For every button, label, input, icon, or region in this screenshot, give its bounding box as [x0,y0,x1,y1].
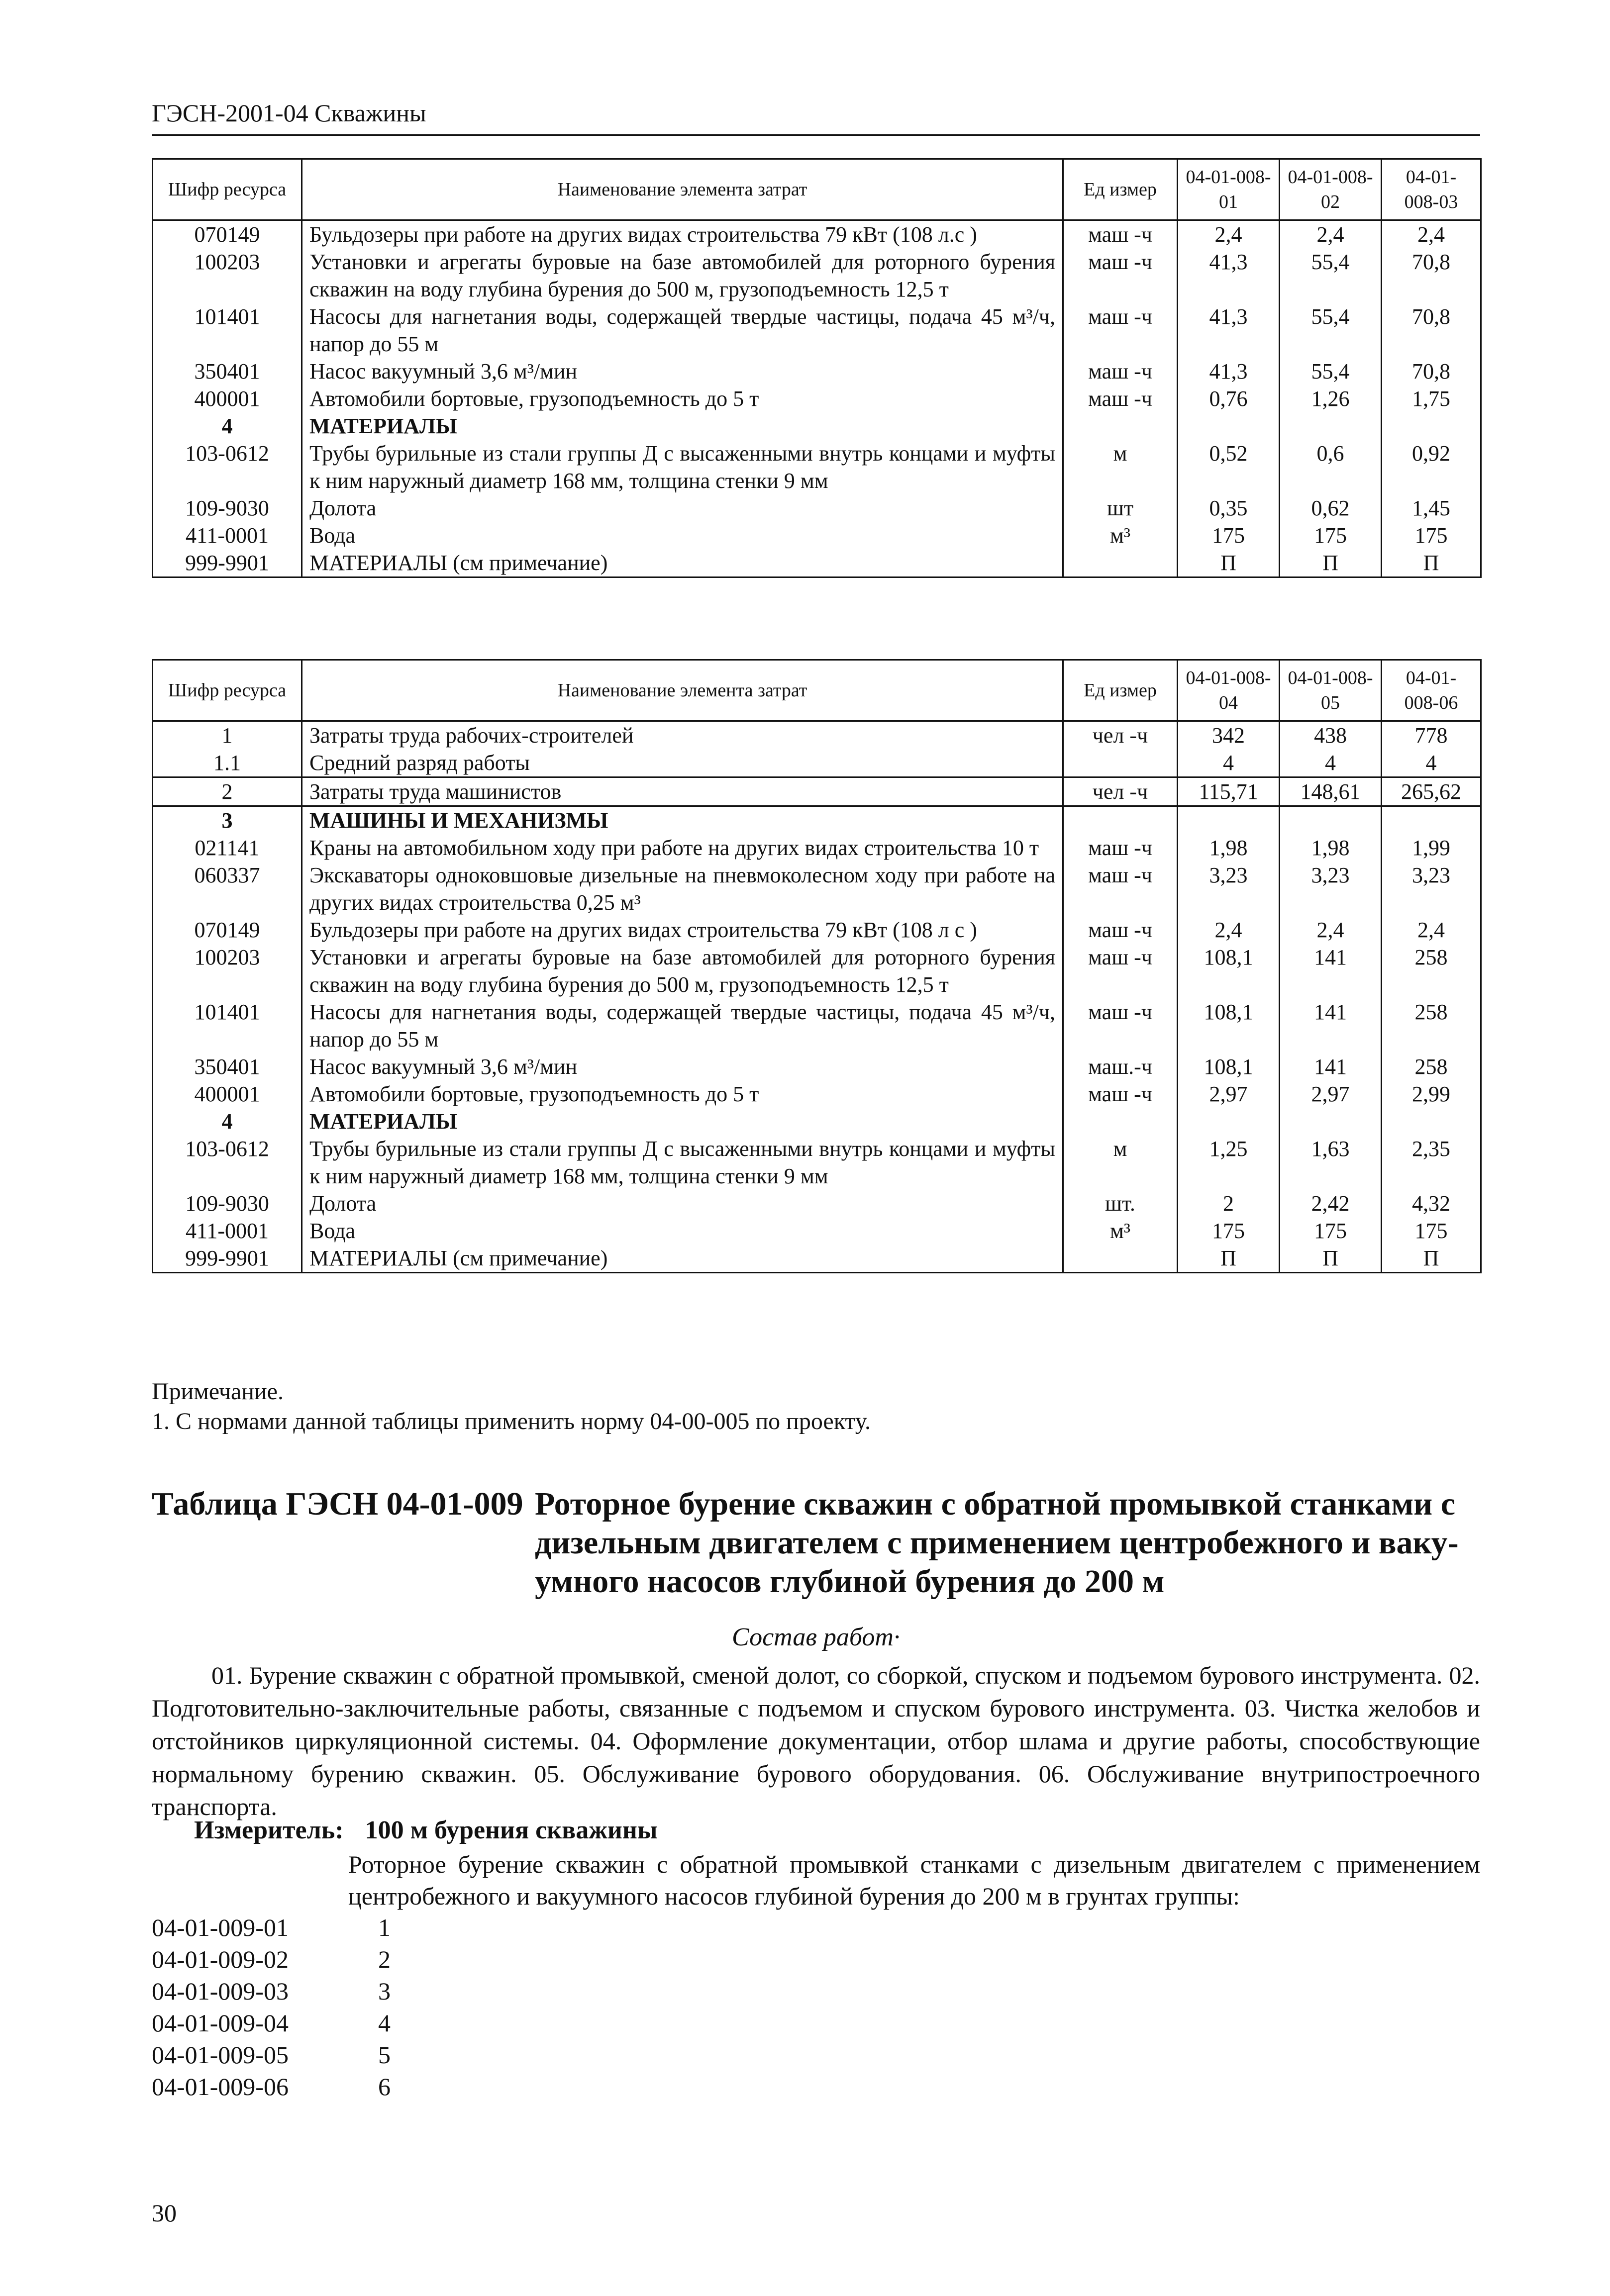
resource-name-cell: Долота [302,494,1063,522]
norm-value-cell: П [1280,549,1382,577]
norm-value-cell: 2,99 [1382,1080,1481,1108]
norm-value-cell: 175 [1178,522,1280,549]
unit-cell: маш -ч [1063,358,1178,385]
norm-value-cell: 0,76 [1178,385,1280,412]
unit-cell: чел -ч [1063,721,1178,750]
table-heading-title [535,1485,1480,1601]
norm-value-cell: 55,4 [1280,248,1382,303]
norm-value-cell [1178,1108,1280,1135]
resource-name-cell: Установки и агрегаты буровые на базе автомобилей для роторного бурения скважин на воду глубина бурения до 500 м, грузоподъемность 12,5 т [302,248,1063,303]
resource-code-cell: 021141 [153,834,302,861]
col-header-norm-4: 04-01-008-04 [1178,660,1280,721]
unit-cell: маш -ч [1063,248,1178,303]
resource-code-cell: 4 [153,412,302,440]
unit-cell: маш -ч [1063,834,1178,861]
norm-value-cell: 342 [1178,721,1280,750]
table-row [153,749,1481,777]
table-heading-title-line: Роторное бурение скважин с обратной промывкой станками с [535,1486,1455,1522]
section-row [153,412,1481,440]
unit-cell: маш.-ч [1063,1053,1178,1080]
table-header-row [153,159,1481,220]
table-row [153,1135,1481,1190]
norm-value-cell: 175 [1280,1217,1382,1244]
norm-value-cell: 3,23 [1178,861,1280,916]
norm-value-cell: 258 [1382,998,1481,1053]
norm-code: 04-01-009-01 [152,1913,289,1941]
norm-value-cell [1280,1108,1382,1135]
resource-code-cell: 999-9901 [153,1244,302,1273]
norm-value-cell: П [1382,549,1481,577]
col-header-unit: Ед измер [1063,159,1178,220]
table-row [153,522,1481,549]
norm-value-cell: 70,8 [1382,358,1481,385]
resource-code-cell: 103-0612 [153,440,302,494]
resource-code-cell: 109-9030 [153,494,302,522]
table-row [153,358,1481,385]
resource-code-cell: 3 [153,806,302,835]
norm-value-cell: 2,4 [1280,916,1382,944]
table-row [153,220,1481,249]
table-row [153,861,1481,916]
running-header: ГЭСН-2001-04 Скважины [152,99,426,127]
col-header-norm-1: 04-01-008-01 [1178,159,1280,220]
resource-name-cell: МАШИНЫ И МЕХАНИЗМЫ [302,806,1063,835]
resource-name-cell: Бульдозеры при работе на других видах строительства 79 кВт (108 л.с ) [302,220,1063,249]
norm-value-cell: 70,8 [1382,248,1481,303]
resource-code-cell: 411-0001 [153,1217,302,1244]
resource-code-cell: 109-9030 [153,1190,302,1217]
unit-cell [1063,1108,1178,1135]
section-row [153,1108,1481,1135]
soil-group: 2 [378,1945,391,1973]
col-header-norm-2: 04-01-008-02 [1280,159,1382,220]
soil-group: 5 [378,2041,391,2069]
norm-value-cell: 2,4 [1280,220,1382,249]
norm-value-cell: 2,42 [1280,1190,1382,1217]
table-row [153,1053,1481,1080]
table-row [153,916,1481,944]
unit-cell [1063,806,1178,835]
norm-code: 04-01-009-04 [152,2009,289,2037]
resource-name-cell: Насосы для нагнетания воды, содержащей твердые частицы, подача 45 м³/ч, напор до 55 м [302,303,1063,358]
resource-name-cell: Вода [302,522,1063,549]
soil-group: 1 [378,1913,391,1941]
measure-label: Измеритель: [194,1816,344,1844]
norm-value-cell: 1,75 [1382,385,1481,412]
norm-value-cell: П [1178,1244,1280,1273]
table-row [153,834,1481,861]
list-item [152,1943,649,1975]
norm-value-cell: 258 [1382,1053,1481,1080]
norm-value-cell: 1,25 [1178,1135,1280,1190]
resource-code-cell: 4 [153,1108,302,1135]
norm-value-cell [1178,412,1280,440]
col-header-norm-6: 04-01-008-06 [1382,660,1481,721]
unit-cell: маш -ч [1063,944,1178,998]
table-row [153,549,1481,577]
resource-name-cell: МАТЕРИАЛЫ (см примечание) [302,549,1063,577]
norm-value-cell [1178,806,1280,835]
resource-code-cell: 350401 [153,1053,302,1080]
header-rule [152,134,1480,136]
variant-description: Роторное бурение скважин с обратной промывкой станками с дизельным двигателем с применением центробежного и вакуумного насосов глубиной бурения до 200 м в грунтах группы: [348,1850,1480,1910]
measure-line [194,1816,657,1845]
unit-cell: м³ [1063,522,1178,549]
norm-code: 04-01-009-02 [152,1945,289,1973]
resource-code-cell: 070149 [153,916,302,944]
norm-value-cell: 0,92 [1382,440,1481,494]
table-row [153,303,1481,358]
soil-group: 4 [378,2009,391,2037]
unit-cell: маш -ч [1063,385,1178,412]
resource-name-cell: МАТЕРИАЛЫ [302,1108,1063,1135]
norm-value-cell [1382,806,1481,835]
col-header-norm-5: 04-01-008-05 [1280,660,1382,721]
norm-value-cell: 258 [1382,944,1481,998]
norm-value-cell: 55,4 [1280,303,1382,358]
col-header-unit: Ед измер [1063,660,1178,721]
resource-name-cell: Трубы бурильные из стали группы Д с высаженными внутрь концами и муфты к ним наружный диаметр 168 мм, толщина стенки 9 мм [302,1135,1063,1190]
table-heading-title-line: умного насосов глубиной бурения до 200 м [535,1563,1165,1600]
unit-cell [1063,549,1178,577]
table-body [153,721,1481,1273]
table-row [153,385,1481,412]
norm-value-cell: 1,45 [1382,494,1481,522]
col-header-name: Наименование элемента затрат [302,159,1063,220]
list-item [152,2071,649,2103]
table-row [153,248,1481,303]
resource-code-cell: 2 [153,777,302,806]
resource-name-cell: Трубы бурильные из стали группы Д с высаженными внутрь концами и муфты к ним наружный диаметр 168 мм, толщина стенки 9 мм [302,440,1063,494]
resource-code-cell: 350401 [153,358,302,385]
resource-name-cell: Затраты труда машинистов [302,777,1063,806]
unit-cell: маш -ч [1063,220,1178,249]
norm-value-cell: 0,35 [1178,494,1280,522]
resource-name-cell: Насосы для нагнетания воды, содержащей твердые частицы, подача 45 м³/ч, напор до 55 м [302,998,1063,1053]
norm-value-cell: 1,63 [1280,1135,1382,1190]
unit-cell: маш -ч [1063,998,1178,1053]
resource-code-cell: 1 [153,721,302,750]
norm-value-cell: 41,3 [1178,248,1280,303]
norm-value-cell: 0,6 [1280,440,1382,494]
resource-name-cell: МАТЕРИАЛЫ [302,412,1063,440]
norm-value-cell: 265,62 [1382,777,1481,806]
norm-value-cell: 41,3 [1178,303,1280,358]
norm-code-list [152,1912,649,2103]
norm-value-cell: 175 [1382,522,1481,549]
norm-value-cell: 1,98 [1178,834,1280,861]
resource-code-cell: 999-9901 [153,549,302,577]
table-row [153,1080,1481,1108]
table-heading-title-line: дизельным двигателем с применением центробежного и ваку- [535,1525,1459,1561]
table-row [153,998,1481,1053]
resource-name-cell: Бульдозеры при работе на других видах строительства 79 кВт (108 л с ) [302,916,1063,944]
table-row [153,944,1481,998]
norm-value-cell: 4,32 [1382,1190,1481,1217]
resource-code-cell: 101401 [153,998,302,1053]
unit-cell: чел -ч [1063,777,1178,806]
unit-cell: шт. [1063,1190,1178,1217]
resource-code-cell: 103-0612 [153,1135,302,1190]
norm-value-cell: 4 [1280,749,1382,777]
soil-group: 6 [378,2073,391,2101]
list-item [152,1912,649,1943]
resource-name-cell: Автомобили бортовые, грузоподъемность до 5 т [302,1080,1063,1108]
note-title: Примечание. [152,1378,284,1405]
norm-value-cell: 175 [1280,522,1382,549]
norm-code: 04-01-009-03 [152,1977,289,2005]
norm-value-cell: 3,23 [1382,861,1481,916]
norm-value-cell: 2,97 [1178,1080,1280,1108]
norm-value-cell [1382,412,1481,440]
resource-table-2 [152,659,1482,1273]
resource-code-cell: 060337 [153,861,302,916]
norm-value-cell: 2,97 [1280,1080,1382,1108]
resource-code-cell: 101401 [153,303,302,358]
unit-cell: маш -ч [1063,303,1178,358]
soil-group: 3 [378,1977,391,2005]
resource-name-cell: Средний разряд работы [302,749,1063,777]
norm-value-cell [1280,806,1382,835]
norm-value-cell: 108,1 [1178,1053,1280,1080]
list-item [152,2007,649,2039]
norm-value-cell: 438 [1280,721,1382,750]
works-text: 01. Бурение скважин с обратной промывкой, сменой долот, со сборкой, спуском и подъемом бурового инструмента. 02. Подготовительно-заключительные работы, связанные с подъемом и спуском бурового инструмента. 03. Чистка желобов и отстойников циркуляционной системы. 04. Оформление документации, отбор шлама и другие работы, способствующие нормальному бурению скважин. 05. Обслуживание бурового оборудования. 06. Обслуживание внутрипостроечного транспорта. [152,1661,1480,1820]
resource-name-cell: Вода [302,1217,1063,1244]
norm-value-cell [1382,1108,1481,1135]
unit-cell [1063,412,1178,440]
norm-value-cell: 2,4 [1178,220,1280,249]
measure-value: 100 м бурения скважины [365,1816,658,1844]
norm-value-cell: 148,61 [1280,777,1382,806]
note-line: 1. С нормами данной таблицы применить норму 04-00-005 по проекту. [152,1408,871,1435]
norm-value-cell: 2,4 [1382,916,1481,944]
table-row [153,1217,1481,1244]
table-row [153,494,1481,522]
col-header-code: Шифр ресурса [153,159,302,220]
norm-value-cell: 0,62 [1280,494,1382,522]
norm-value-cell: 175 [1382,1217,1481,1244]
col-header-norm-3: 04-01-008-03 [1382,159,1481,220]
norm-value-cell: 4 [1178,749,1280,777]
table-row [153,440,1481,494]
unit-cell [1063,749,1178,777]
page-number: 30 [152,2199,177,2227]
resource-code-cell: 070149 [153,220,302,249]
norm-value-cell: 141 [1280,998,1382,1053]
norm-value-cell: 2,4 [1382,220,1481,249]
norm-value-cell: 4 [1382,749,1481,777]
section-row [153,806,1481,835]
norm-value-cell: 778 [1382,721,1481,750]
table-heading-number: Таблица ГЭСН 04-01-009 [152,1486,523,1522]
norm-code: 04-01-009-05 [152,2041,289,2069]
resource-name-cell: Затраты труда рабочих-строителей [302,721,1063,750]
norm-value-cell: 2 [1178,1190,1280,1217]
norm-value-cell: 3,23 [1280,861,1382,916]
resource-name-cell: Установки и агрегаты буровые на базе автомобилей для роторного бурения скважин на воду глубина бурения до 500 м, грузоподъемность 12,5 т [302,944,1063,998]
works-title: Состав работ· [732,1623,900,1651]
norm-value-cell [1280,412,1382,440]
table-body [153,220,1481,577]
norm-code: 04-01-009-06 [152,2073,289,2101]
resource-code-cell: 100203 [153,944,302,998]
resource-name-cell: Насос вакуумный 3,6 м³/мин [302,358,1063,385]
col-header-code: Шифр ресурса [153,660,302,721]
resource-code-cell: 400001 [153,385,302,412]
unit-cell: маш -ч [1063,1080,1178,1108]
norm-value-cell: 141 [1280,944,1382,998]
norm-value-cell: 115,71 [1178,777,1280,806]
norm-value-cell: 1,98 [1280,834,1382,861]
list-item [152,1975,649,2007]
unit-cell [1063,1244,1178,1273]
unit-cell: маш -ч [1063,916,1178,944]
resource-table-1 [152,158,1482,578]
table-row [153,1190,1481,1217]
resource-name-cell: Автомобили бортовые, грузоподъемность до 5 т [302,385,1063,412]
norm-value-cell: 41,3 [1178,358,1280,385]
resource-code-cell: 411-0001 [153,522,302,549]
unit-cell: м [1063,440,1178,494]
table-row [153,1244,1481,1273]
table-header-row [153,660,1481,721]
resource-code-cell: 400001 [153,1080,302,1108]
resource-name-cell: Краны на автомобильном ходу при работе на других видах строительства 10 т [302,834,1063,861]
norm-value-cell: 2,35 [1382,1135,1481,1190]
unit-cell: маш -ч [1063,861,1178,916]
resource-name-cell: Долота [302,1190,1063,1217]
norm-value-cell: 2,4 [1178,916,1280,944]
unit-cell: м³ [1063,1217,1178,1244]
table-row [153,721,1481,750]
norm-value-cell: 108,1 [1178,998,1280,1053]
norm-value-cell: П [1280,1244,1382,1273]
unit-cell: м [1063,1135,1178,1190]
resource-name-cell: МАТЕРИАЛЫ (см примечание) [302,1244,1063,1273]
norm-value-cell: 1,99 [1382,834,1481,861]
norm-value-cell: П [1178,549,1280,577]
resource-code-cell: 100203 [153,248,302,303]
norm-value-cell: 108,1 [1178,944,1280,998]
resource-name-cell: Экскаваторы одноковшовые дизельные на пневмоколесном ходу при работе на других видах строительства 0,25 м³ [302,861,1063,916]
list-item [152,2039,649,2071]
unit-cell: шт [1063,494,1178,522]
norm-value-cell: 70,8 [1382,303,1481,358]
norm-value-cell: П [1382,1244,1481,1273]
norm-value-cell: 1,26 [1280,385,1382,412]
col-header-name: Наименование элемента затрат [302,660,1063,721]
norm-value-cell: 0,52 [1178,440,1280,494]
norm-value-cell: 55,4 [1280,358,1382,385]
norm-value-cell: 141 [1280,1053,1382,1080]
table-row [153,777,1481,806]
resource-code-cell: 1.1 [153,749,302,777]
resource-name-cell: Насос вакуумный 3,6 м³/мин [302,1053,1063,1080]
norm-value-cell: 175 [1178,1217,1280,1244]
